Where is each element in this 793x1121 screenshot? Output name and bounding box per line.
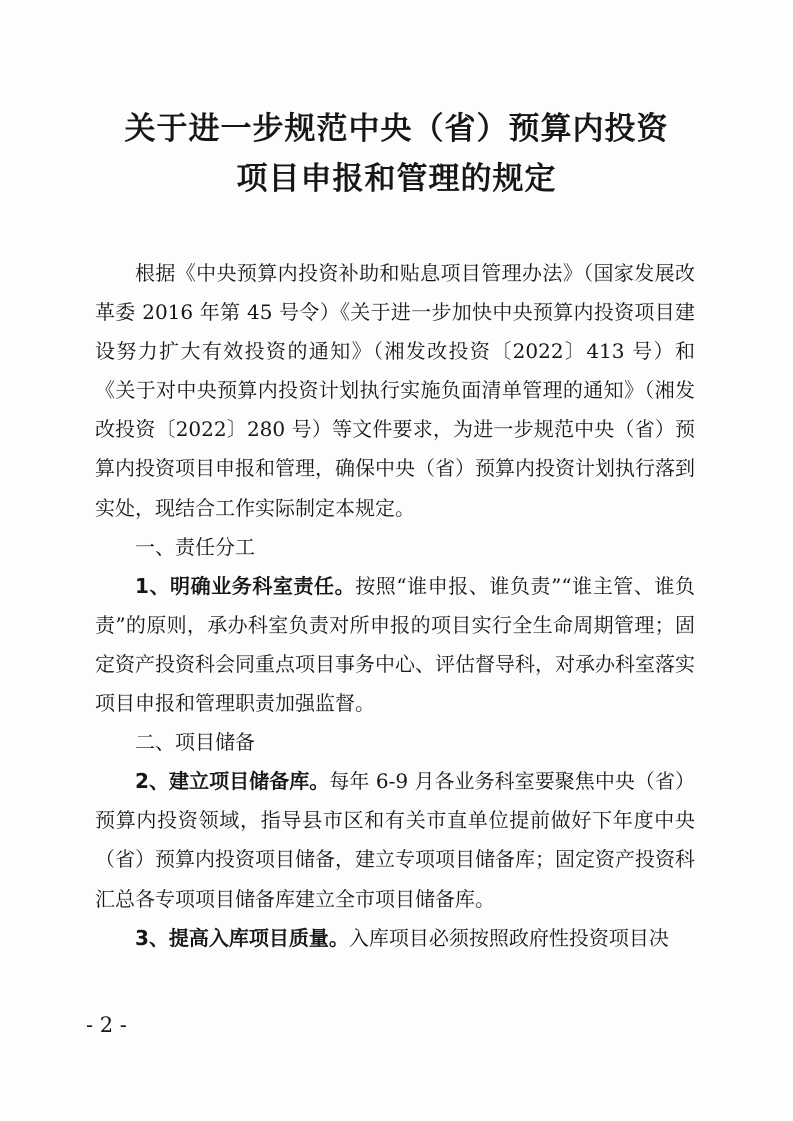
section-heading-responsibility: 一、责任分工 (135, 534, 255, 559)
title-line-1: 关于进一步规范中央（省）预算内投资 (124, 111, 669, 147)
title-line-2: 项目申报和管理的规定 (236, 161, 557, 197)
intro-paragraph: 根据《中央预算内投资补助和贴息项目管理办法》（国家发展改革委 2016 年第 45 号令）《关于进一步加快中央预算内投资项目建设努力扩大有效投资的通知》（湘发改投资〔2022〕413 号）和《关于对中央预算内投资计划执行实施负面清单管理的通知》（湘发改投资〔2022〕280 号）等文件要求，为进一步规范中央（省）预算内投资项目申报和管理，确保中央（省）预算内投资计划执行落到实处，现结合工作实际制定本规定。 (95, 261, 695, 520)
item-3-text: 入库项目必须按照政府性投资项目决 (348, 925, 669, 950)
item-1-paragraph (95, 567, 695, 723)
item-3-paragraph (95, 919, 695, 958)
section-heading-reserve: 二、项目储备 (135, 730, 255, 755)
item-2-paragraph (95, 762, 695, 918)
item-1-text: 按照“谁申报、谁负责”“谁主管、谁负责”的原则，承办科室负责对所申报的项目实行全生命周期管理；固定资产投资科会同重点项目事务中心、评估督导科，对承办科室落实项目申报和管理职责加强监督。 (95, 573, 695, 716)
item-1-lead: 1、明确业务科室责任。 (135, 573, 356, 598)
item-2-lead: 2、建立项目储备库。 (135, 769, 330, 794)
document-body (95, 254, 695, 958)
page-number: - 2 - (86, 1013, 127, 1037)
item-2-text: 每年 6-9 月各业务科室要聚焦中央（省）预算内投资领域，指导县市区和有关市直单位提前做好下年度中央（省）预算内投资项目储备，建立专项项目储备库；固定资产投资科汇总各专项项目储备库建立全市项目储备库。 (95, 769, 696, 911)
item-3-lead: 3、提高入库项目质量。 (135, 925, 349, 950)
document-title (0, 104, 793, 204)
